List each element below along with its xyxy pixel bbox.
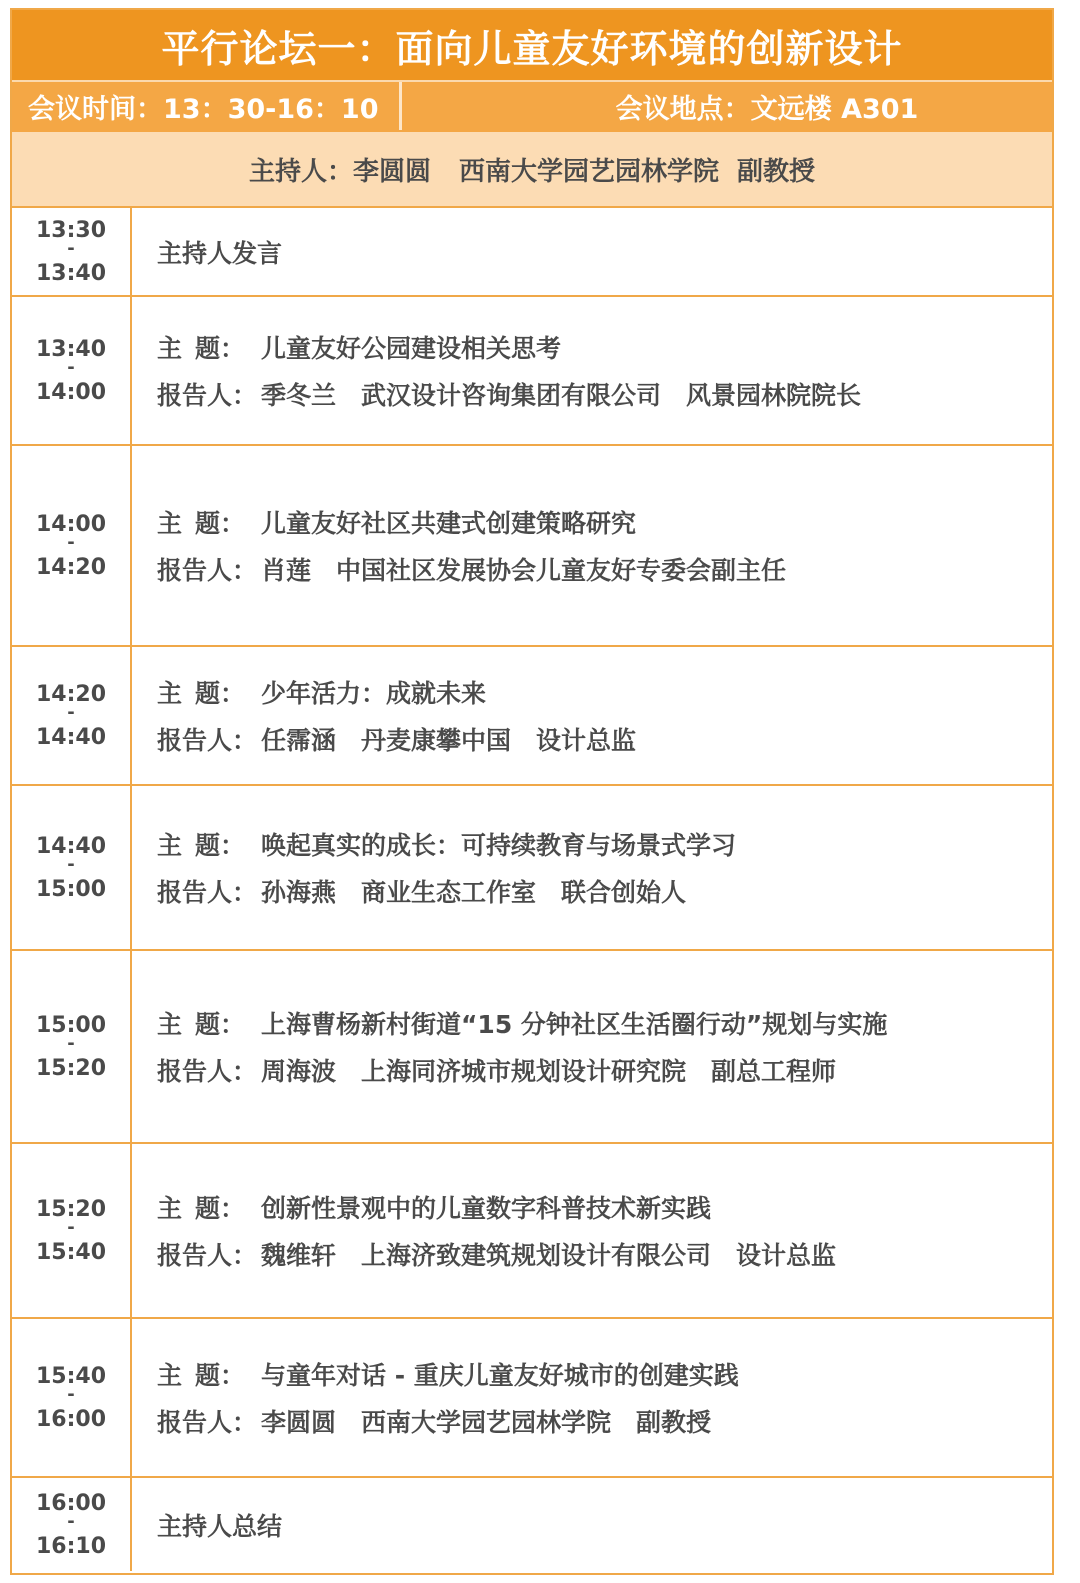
time-dash: - xyxy=(67,1383,75,1405)
session-topic: 少年活力：成就未来 xyxy=(261,679,487,708)
topic-label: 主 题： xyxy=(157,831,245,860)
topic-label: 主 题： xyxy=(157,679,245,708)
session-row xyxy=(12,786,1052,951)
end-time: 15:40 xyxy=(35,1239,107,1265)
time-cell xyxy=(12,1319,132,1476)
session-speaker: 魏维轩 上海济致建筑规划设计有限公司 设计总监 xyxy=(261,1241,837,1270)
end-time: 13:40 xyxy=(35,260,107,286)
time-dash: - xyxy=(67,237,75,259)
time-cell xyxy=(12,297,132,444)
meeting-place: 会议地点：文远楼 A301 xyxy=(615,93,919,125)
topic-label: 主 题： xyxy=(157,1361,245,1390)
session-list xyxy=(12,208,1052,1571)
topic-label: 主 题： xyxy=(157,509,245,538)
speaker-label: 报告人： xyxy=(157,1241,258,1270)
time-cell xyxy=(12,786,132,949)
time-dash: - xyxy=(67,853,75,875)
time-dash: - xyxy=(67,1510,75,1532)
session-topic: 上海曹杨新村街道“15 分钟社区生活圈行动”规划与实施 xyxy=(261,1010,888,1039)
time-dash: - xyxy=(67,1032,75,1054)
content-cell xyxy=(132,1144,1052,1317)
start-time: 16:00 xyxy=(35,1490,107,1516)
start-time: 13:30 xyxy=(35,217,107,243)
host-label: 主持人： xyxy=(248,156,353,187)
content-cell xyxy=(132,1319,1052,1476)
start-time: 15:00 xyxy=(35,1012,107,1038)
time-cell xyxy=(12,647,132,784)
time-cell xyxy=(12,208,132,295)
content-cell xyxy=(132,297,1052,444)
session-speaker: 孙海燕 商业生态工作室 联合创始人 xyxy=(261,878,687,907)
start-time: 15:20 xyxy=(35,1196,107,1222)
host-title: 副教授 xyxy=(737,156,816,187)
topic-label: 主 题： xyxy=(157,1010,245,1039)
start-time: 13:40 xyxy=(35,336,107,362)
session-row xyxy=(12,1144,1052,1319)
speaker-label: 报告人： xyxy=(157,726,258,755)
host-bar xyxy=(12,130,1052,208)
info-bar xyxy=(12,80,1052,130)
session-speaker: 肖莲 中国社区发展协会儿童友好专委会副主任 xyxy=(261,556,787,585)
end-time: 16:10 xyxy=(35,1533,107,1559)
content-cell xyxy=(132,786,1052,949)
session-speaker: 季冬兰 武汉设计咨询集团有限公司 风景园林院院长 xyxy=(261,381,862,410)
content-cell xyxy=(132,951,1052,1142)
session-speaker: 任霈涵 丹麦康攀中国 设计总监 xyxy=(261,726,637,755)
end-time: 14:00 xyxy=(35,379,107,405)
speaker-label: 报告人： xyxy=(157,381,258,410)
session-speaker: 周海波 上海同济城市规划设计研究院 副总工程师 xyxy=(261,1057,837,1086)
speaker-label: 报告人： xyxy=(157,878,258,907)
session-topic: 创新性景观中的儿童数字科普技术新实践 xyxy=(261,1194,712,1223)
session-row xyxy=(12,446,1052,647)
host-name: 李圆圆 xyxy=(352,156,431,187)
session-row xyxy=(12,647,1052,786)
time-cell xyxy=(12,1144,132,1317)
speaker-label: 报告人： xyxy=(157,1408,258,1437)
end-time: 16:00 xyxy=(35,1406,107,1432)
start-time: 15:40 xyxy=(35,1363,107,1389)
end-time: 15:00 xyxy=(35,876,107,902)
session-topic: 儿童友好社区共建式创建策略研究 xyxy=(261,509,637,538)
time-cell xyxy=(12,1478,132,1571)
end-time: 15:20 xyxy=(35,1055,107,1081)
time-dash: - xyxy=(67,531,75,553)
content-cell xyxy=(132,446,1052,645)
time-dash: - xyxy=(67,356,75,378)
topic-label: 主 题： xyxy=(157,334,245,363)
session-row xyxy=(12,951,1052,1144)
time-cell xyxy=(12,951,132,1142)
session-speaker: 李圆圆 西南大学园艺园林学院 副教授 xyxy=(261,1408,712,1437)
session-topic: 唤起真实的成长：可持续教育与场景式学习 xyxy=(261,831,737,860)
time-dash: - xyxy=(67,1216,75,1238)
session-row xyxy=(12,1478,1052,1571)
session-row xyxy=(12,1319,1052,1478)
session-text: 主持人发言 xyxy=(157,238,283,268)
session-text: 主持人总结 xyxy=(157,1511,283,1541)
speaker-label: 报告人： xyxy=(157,556,258,585)
start-time: 14:20 xyxy=(35,681,107,707)
time-cell xyxy=(12,446,132,645)
session-row xyxy=(12,297,1052,446)
topic-label: 主 题： xyxy=(157,1194,245,1223)
forum-title: 平行论坛一：面向儿童友好环境的创新设计 xyxy=(12,10,1052,80)
content-cell xyxy=(132,1478,1052,1571)
speaker-label: 报告人： xyxy=(157,1057,258,1086)
session-row xyxy=(12,208,1052,297)
time-dash: - xyxy=(67,701,75,723)
start-time: 14:40 xyxy=(35,833,107,859)
meeting-time: 会议时间：13：30-16：10 xyxy=(12,82,402,130)
session-topic: 儿童友好公园建设相关思考 xyxy=(261,334,562,363)
host-affiliation: 西南大学园艺园林学院 xyxy=(459,156,720,187)
agenda-table xyxy=(10,8,1054,1575)
end-time: 14:40 xyxy=(35,724,107,750)
content-cell xyxy=(132,647,1052,784)
session-topic: 与童年对话 - 重庆儿童友好城市的创建实践 xyxy=(261,1361,739,1390)
content-cell xyxy=(132,208,1052,295)
end-time: 14:20 xyxy=(35,554,107,580)
start-time: 14:00 xyxy=(35,511,107,537)
